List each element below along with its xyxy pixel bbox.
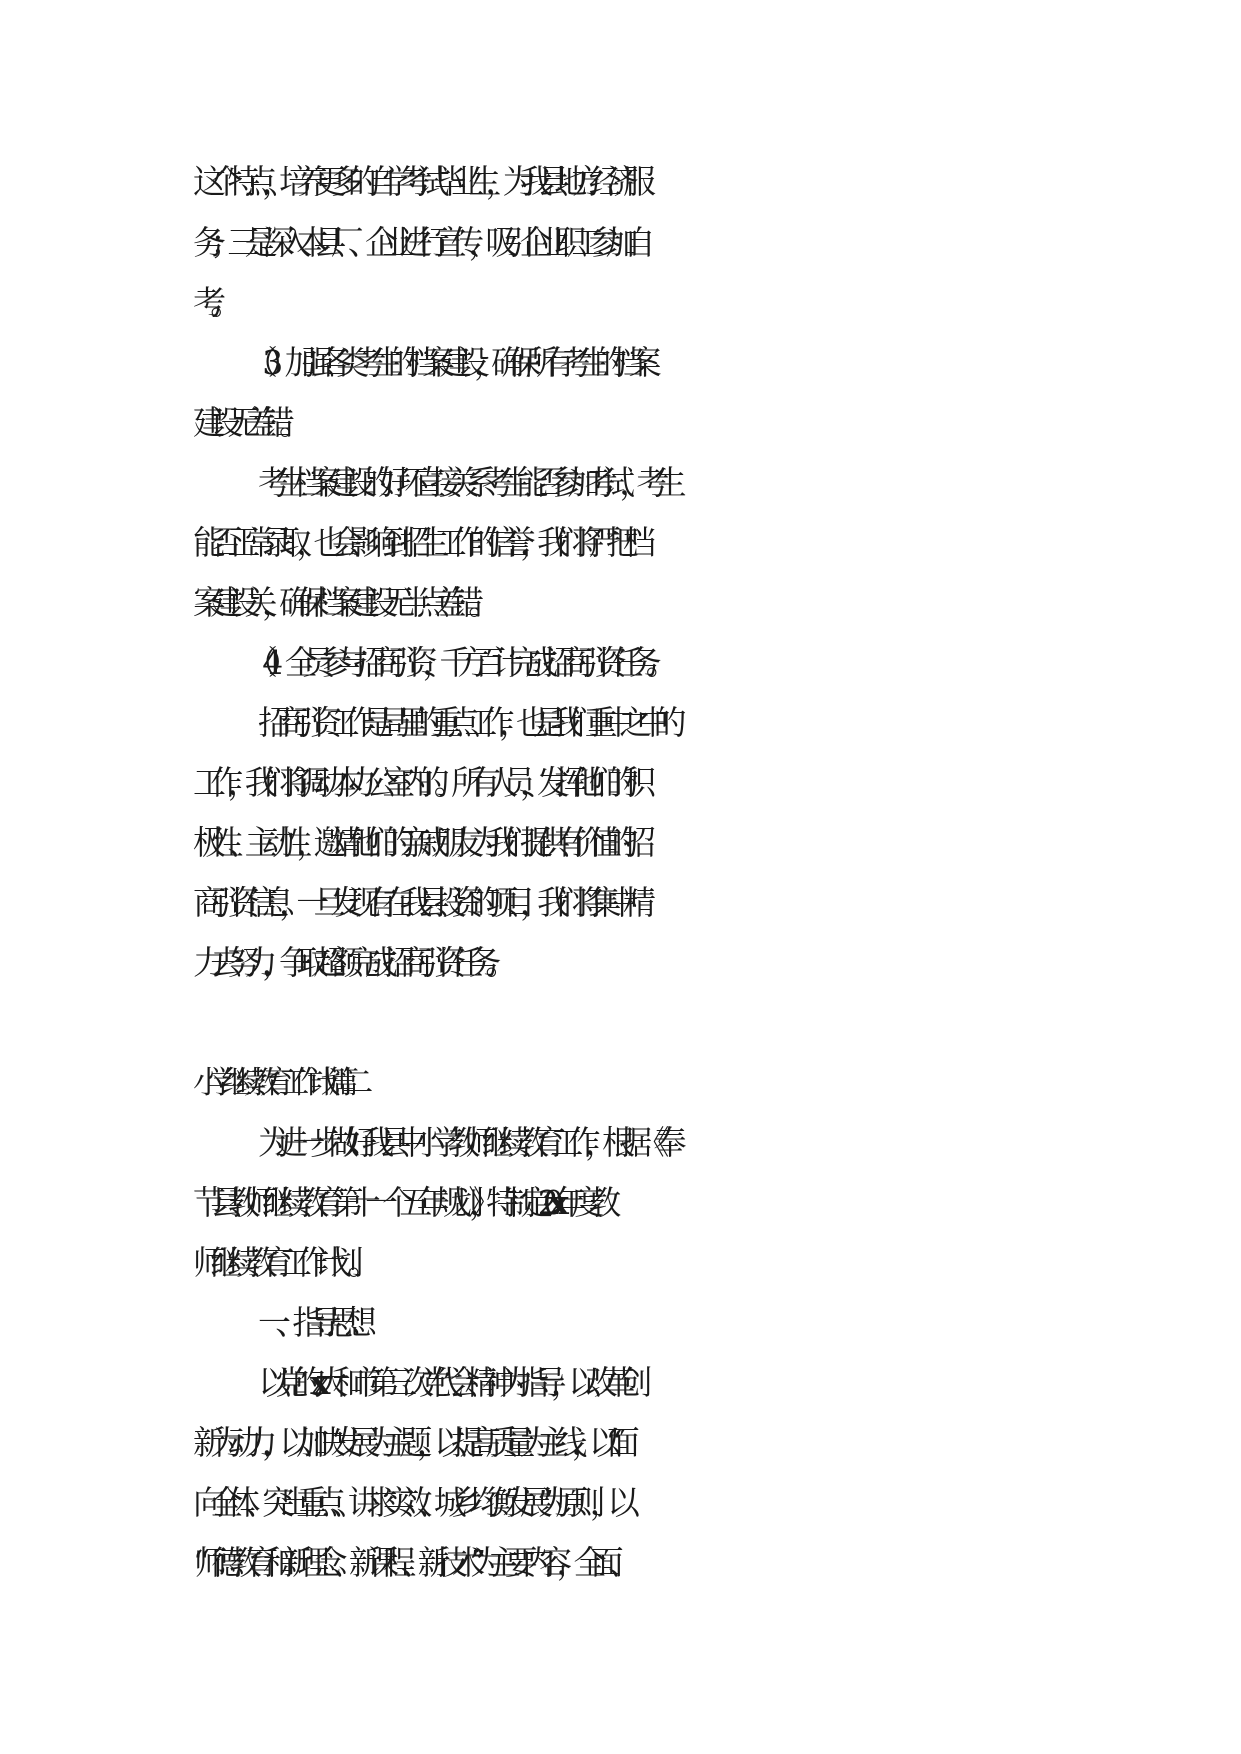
text-line-12: 极性、主动性，邀请他们的亲戚朋友为我们提供有价值的招 — [193, 823, 641, 862]
text-line-13: 商引资信息，一旦发现有在我县投资的项目，我们将集中精 — [193, 883, 641, 922]
text-line-20: 以党的xx大和市第三次党 代会精神为指导，以改革创 — [258, 1363, 637, 1402]
text-line-3: 考。 — [193, 283, 228, 322]
text-line-1: 这个特点，培养更多的自学考试毕业生，为我县地方经济服 — [193, 162, 641, 201]
text-line-16: 为进一步做好我县中小学教师继续教育工作，根据《奉 — [258, 1123, 671, 1162]
text-line-5: 建设无差错。 — [193, 403, 297, 442]
text-line-7: 能否正常录取，也会影响到招生工作的信誉，我们将严把档 — [193, 523, 641, 562]
text-line-11: 工作，我们将调动本办公室内的。所有人员，发挥他们的积 — [193, 763, 641, 802]
text-line-17: 节县教师继续教育第十一个五年规划》，特制定20xx年度教 — [193, 1183, 606, 1222]
text-line-4: （3）加强各类考生的档案建设，确保所有考生的档案 — [245, 343, 646, 382]
text-line-8: 案建设关，确保档案建设无半点差错。 — [193, 583, 486, 622]
text-line-18: 师继续教育工作计划。 — [193, 1243, 366, 1282]
text-line-14: 力去努力，争取超额完成招商引资任务。 — [193, 943, 503, 982]
text-line-2: 务；三是深入本县厂、企业进行宣传，吸引企业职工参加自 — [193, 223, 641, 262]
text-line-21: 新为动力，以加快发展为主题，以提高质量为主线，以“面 — [193, 1423, 625, 1462]
subheading-guiding-ideology: 一、指导思想 — [258, 1303, 362, 1342]
text-line-22: 向全体、突出重点、讲求实效、城乡均衡发展”为原则，以 — [193, 1483, 625, 1522]
section-heading: 小学继续教育工作计划 篇二 — [193, 1065, 357, 1101]
text-line-10: 招商引资工作是局里的重点工作，也是我们重中之中的 — [258, 703, 671, 742]
text-line-9: （4）全员参与招商引资，千方百计完成招商引资任务。 — [245, 643, 663, 682]
text-line-6: 考生档案建设的好坏直接关系考生能否参加考试，考生 — [258, 463, 671, 502]
text-line-23: “师德教育和新理念、新课程、新技术”为主要内容，全面、 — [193, 1543, 626, 1582]
